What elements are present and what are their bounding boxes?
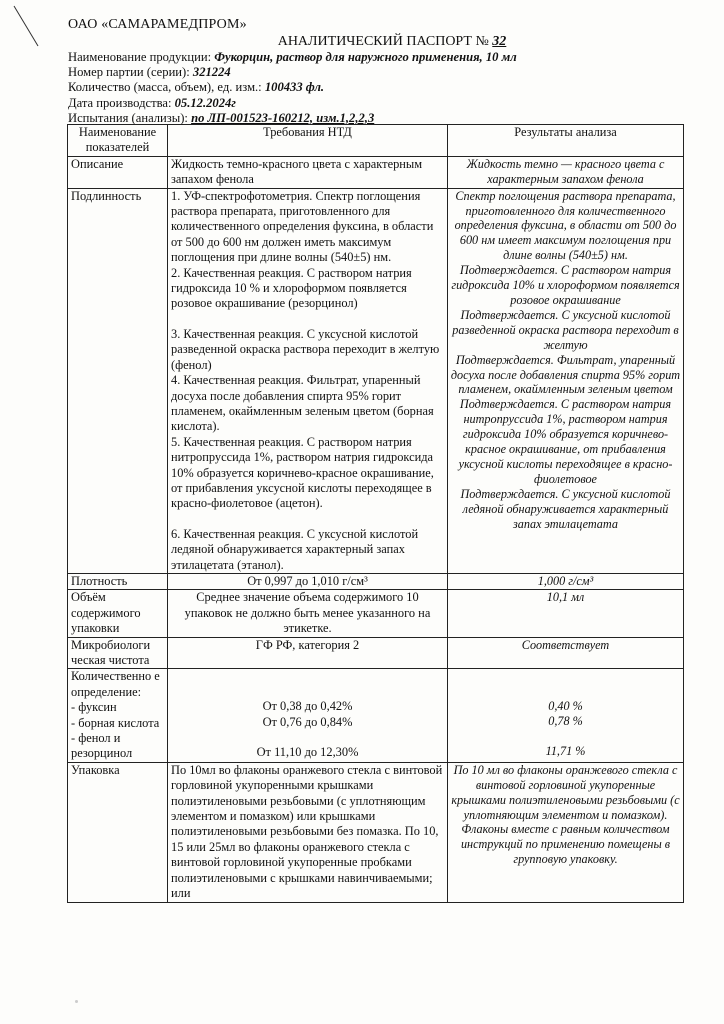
identity-req-4: 4. Качественная реакция. Фильтрат, упаренный досуха после добавления спирта 95% горит пламенем, окаймленным зеленым цветом (борная кислота). [171, 373, 434, 434]
quant-res-2: 0,78 % [548, 714, 583, 729]
analysis-table [67, 124, 684, 903]
scan-speck [75, 1000, 78, 1003]
identity-res-1: Спектр поглощения раствора препарата, приготовленного для количественного определения фуксина, в области от 500 до 600 нм имеет максимум поглощения при длине волны (540±5) нм. [454, 188, 677, 263]
identity-req-2: 2. Качественная реакция. С раствором натрия гидроксида 10 % и хлороформом появляется розовое окрашивание (резорцинол) [171, 265, 412, 311]
identity-res-5: Подтверждается. С раствором натрия нитропруссида 1%, раствором натрия гидроксида 10% образуется коричнево-красное окрашивание, от прибавления уксусной кислоты переходящее в красно-фиолетовое [458, 397, 673, 486]
header-requirements: Требования НТД [168, 125, 448, 157]
table-row-volume [68, 590, 684, 637]
organization-name: ОАО «САМАРАМЕДПРОМ» [68, 17, 247, 32]
identity-req-1: 1. УФ-спектрофотометрия. Спектр поглощения раствора препарата, приготовленного для количественного определения фуксина, в области от 500 до 600 нм должен иметь максимум поглощения при длине волны (540±5) нм. [171, 188, 434, 265]
table-row-packaging [68, 762, 684, 902]
product-meta [68, 50, 704, 126]
row-result: Жидкость темно — красного цвета с характерным запахом фенола [448, 156, 684, 188]
identity-res-3: Подтверждается. С уксусной кислотой разведенной окраска раствора переходит в желтую [452, 307, 679, 352]
quant-name-2: - борная кислота [71, 715, 160, 730]
meta-quantity: Количество (масса, объем), ед. изм.: 100433 фл. [68, 80, 325, 95]
row-requirement: Среднее значение объема содержимого 10 упаковок не должно быть менее указанного на этикетке. [168, 590, 448, 637]
identity-req-3: 3. Качественная реакция. С уксусной кислотой разведенной окраска раствора переходит в желтую (фенол) [171, 326, 440, 372]
row-name: Описание [68, 156, 168, 188]
row-name: Микробиологи ческая чистота [68, 637, 168, 669]
quant-name-3: - фенол и резорцинол [71, 731, 133, 761]
quant-res-3: 11,71 % [545, 744, 586, 759]
row-requirement: По 10мл во флаконы оранжевого стекла с винтовой горловиной укупоренными крышками полиэтиленовыми резьбовыми (с уплотняющим элементом и помазком) или крышками полиэтиленовыми резьбовыми без помазка. По 10, 15 или 25мл во флаконы оранжевого стекла с винтовой горловиной укупоренные пробками полиэтиленовыми с крышками навинчиваемыми; или [168, 762, 448, 902]
header-results: Результаты анализа [448, 125, 684, 157]
row-result [448, 188, 684, 573]
row-name: Упаковка [68, 762, 168, 902]
row-name: Объём содержимого упаковки [68, 590, 168, 637]
quant-req-3: От 11,10 до 12,30% [256, 745, 359, 760]
table-row-micro [68, 637, 684, 669]
row-result: По 10 мл во флаконы оранжевого стекла с винтовой горловиной укупоренные крышками полиэтиленовыми резьбовыми (с уплотняющим элементом и помазком). Флаконы вместе с равным количеством инструкций по применению помещены в групповую упаковку. [448, 762, 684, 902]
header-name: Наименование показателей [68, 125, 168, 157]
meta-date: Дата производства: 05.12.2024г [68, 95, 236, 110]
quant-name-1: - фуксин [71, 700, 117, 715]
row-name [68, 669, 168, 762]
row-name: Плотность [68, 573, 168, 589]
quant-head: Количественно е определение: [71, 669, 160, 699]
row-result: Соответствует [448, 637, 684, 669]
passport-number: 32 [492, 34, 507, 49]
identity-req-6: 6. Качественная реакция. С уксусной кислотой ледяной обнаруживается характерный запах этилацетата (этанол). [171, 526, 419, 572]
title-prefix: АНАЛИТИЧЕСКИЙ ПАСПОРТ № [277, 34, 489, 49]
quant-req-1: От 0,38 до 0,42% [262, 699, 353, 714]
quant-req-2: От 0,76 до 0,84% [262, 714, 353, 729]
meta-tests: Испытания (анализы): по ЛП-001523-160212, изм.1,2,2,3 [68, 110, 375, 125]
row-requirement [168, 669, 448, 762]
table-row-identity [68, 188, 684, 573]
row-requirement: От 0,997 до 1,010 г/см³ [168, 573, 448, 589]
identity-res-6: Подтверждается. С уксусной кислотой ледяной обнаруживается характерный запах этилацетата [460, 486, 671, 531]
document-title [0, 34, 724, 50]
meta-product: Наименование продукции: Фукорцин, раствор для наружного применения, 10 мл [68, 50, 517, 64]
identity-res-2: Подтверждается. С раствором натрия гидроксида 10% и хлороформом появляется розовое окрашивание [451, 263, 680, 307]
row-result: 10,1 мл [448, 590, 684, 637]
table-row-density [68, 573, 684, 589]
row-requirement: ГФ РФ, категория 2 [168, 637, 448, 669]
row-result: 1,000 г/см³ [448, 573, 684, 589]
meta-batch: Номер партии (серии): 321224 [68, 65, 231, 80]
identity-req-5: 5. Качественная реакция. С раствором натрия нитропруссида 1%, раствором натрия гидроксида 10% образуется коричнево-красное окрашивание, от прибавления уксусной кислоты переходящее в красно-фиолетовое (ацетон). [171, 434, 434, 511]
table-row-description [68, 156, 684, 188]
row-requirement [168, 188, 448, 573]
table-row-quant [68, 669, 684, 762]
identity-res-4: Подтверждается. Фильтрат, упаренный досуха после добавления спирта 95% горит пламенем, окаймленным зеленым цветом [450, 352, 681, 397]
table-header-row [68, 125, 684, 157]
quant-res-1: 0,40 % [548, 699, 583, 714]
row-requirement: Жидкость темно-красного цвета с характерным запахом фенола [168, 156, 448, 188]
row-name: Подлинность [68, 188, 168, 573]
row-result [448, 669, 684, 762]
